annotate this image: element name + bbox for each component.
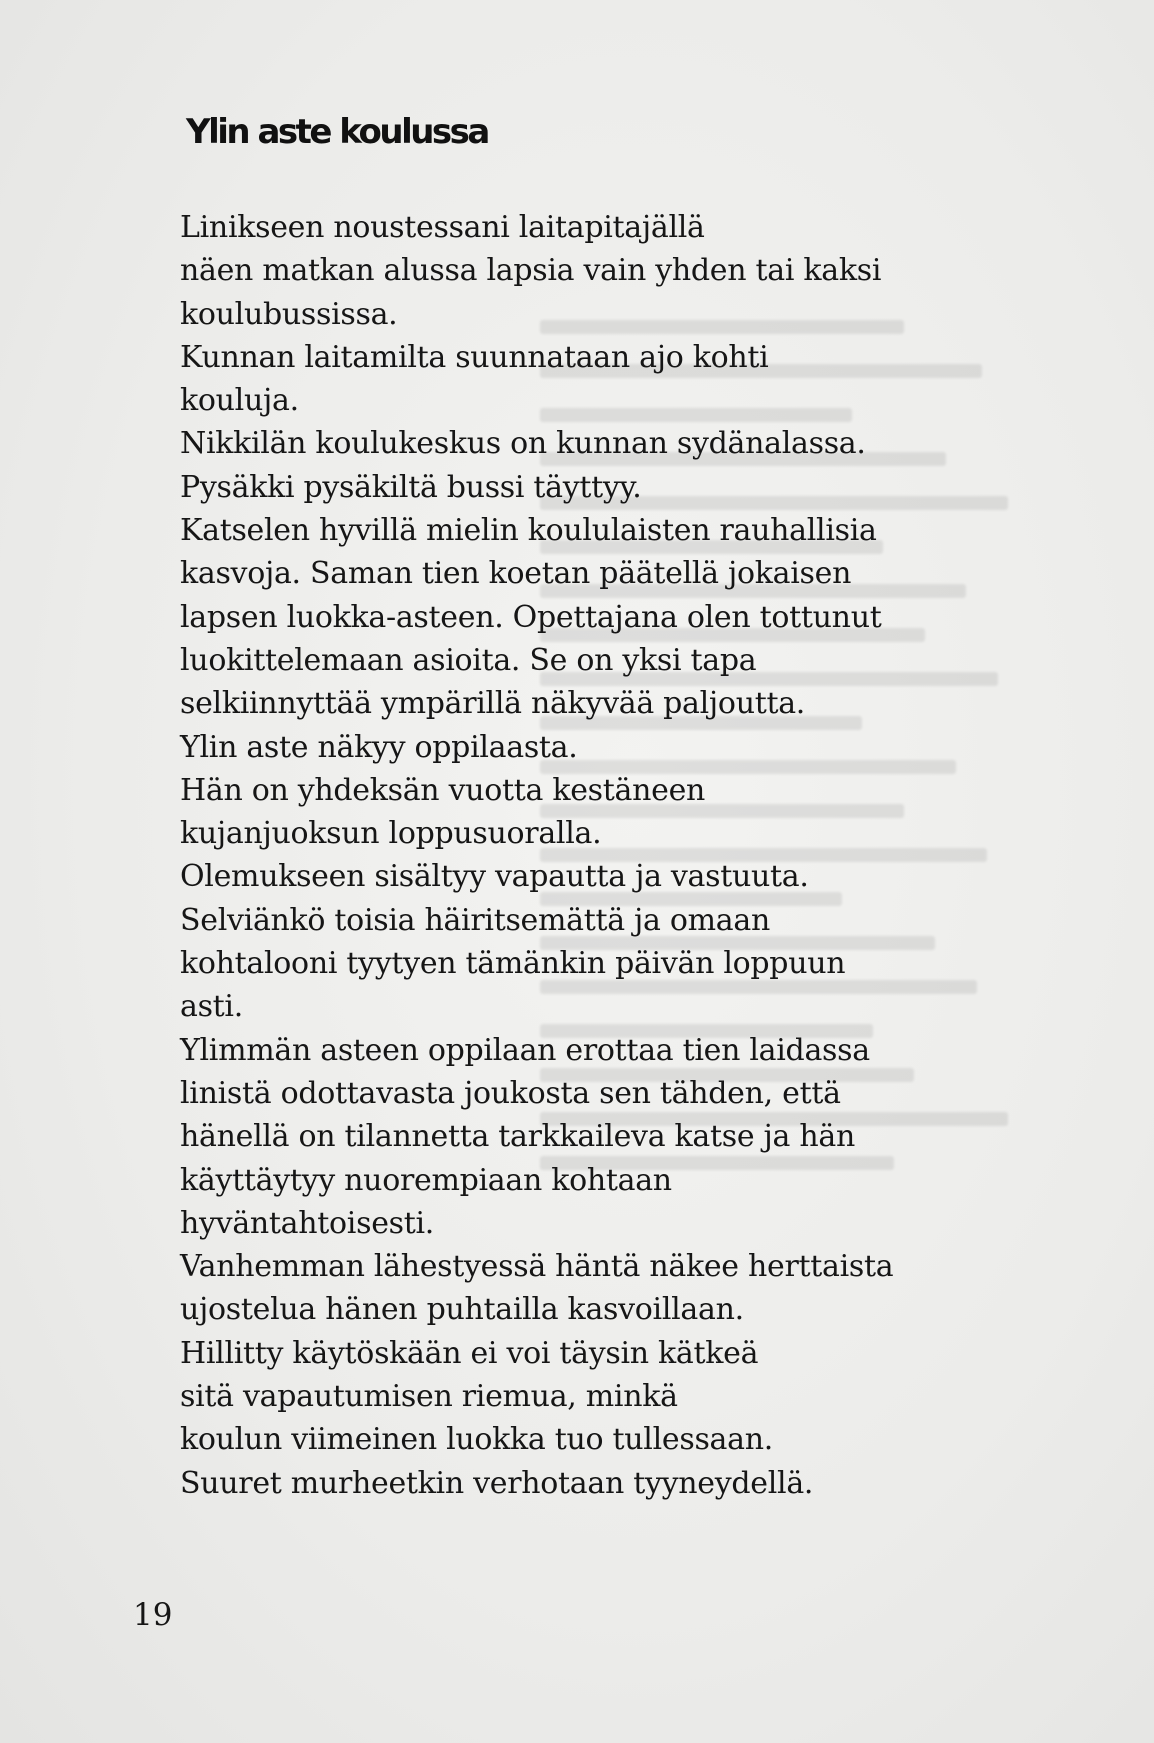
poem-line: selkiinnyttää ympärillä näkyvää paljoutta. [180,686,806,722]
poem-line: sitä vapautumisen riemua, minkä [180,1379,678,1415]
poem-line: kohtalooni tyytyen tämänkin päivän loppuun [180,946,846,982]
poem-line: Hän on yhdeksän vuotta kestäneen [180,772,706,808]
poem-line: Hillitty käytöskään ei voi täysin kätkeä [180,1335,759,1371]
poem-line: näen matkan alussa lapsia vain yhden tai kaksi [180,253,882,289]
poem-line: käyttäytyy nuorempiaan kohtaan [180,1162,672,1198]
poem-title: Ylin aste koulussa [186,112,488,152]
poem-line: hyväntahtoisesti. [180,1205,435,1241]
poem-line: Linikseen noustessani laitapitajällä [180,210,705,245]
poem-line: Ylimmän asteen oppilaan erottaa tien laidassa [180,1032,870,1068]
poem-line: Katselen hyvillä mielin koululaisten rauhallisia [180,513,877,549]
poem-line: lapsen luokka-asteen. Opettajana olen tottunut [180,599,882,635]
poem-body [180,206,1040,1505]
poem-line: Kunnan laitamilta suunnataan ajo kohti [180,339,769,375]
poem-line: luokittelemaan asioita. Se on yksi tapa [180,642,757,678]
poem-line: hänellä on tilannetta tarkkaileva katse ja hän [180,1119,855,1155]
poem-line: Suuret murheetkin verhotaan tyyneydellä. [180,1465,814,1501]
poem-line: koulun viimeinen luokka tuo tullessaan. [180,1422,773,1458]
poem-line: Nikkilän koulukeskus on kunnan sydänalassa. [180,426,866,462]
poem-line: ujostelua hänen puhtailla kasvoillaan. [180,1292,744,1328]
poem-line: koulubussissa. [180,296,398,332]
poem-line: kasvoja. Saman tien koetan päätellä jokaisen [180,556,852,592]
poem-line: Vanhemman lähestyessä häntä näkee herttaista [180,1249,894,1285]
poem-line: kujanjuoksun loppusuoralla. [180,816,602,852]
poem-line: asti. [180,989,243,1025]
poem-line: Selviänkö toisia häiritsemättä ja omaan [180,902,770,938]
poem-line: Ylin aste näkyy oppilaasta. [180,729,578,765]
poem-line: Pysäkki pysäkiltä bussi täyttyy. [180,469,642,505]
page-number: 19 [133,1597,173,1633]
poem-line: linistä odottavasta joukosta sen tähden, että [180,1075,841,1111]
poem-line: kouluja. [180,383,299,419]
poem-line: Olemukseen sisältyy vapautta ja vastuuta. [180,859,809,895]
